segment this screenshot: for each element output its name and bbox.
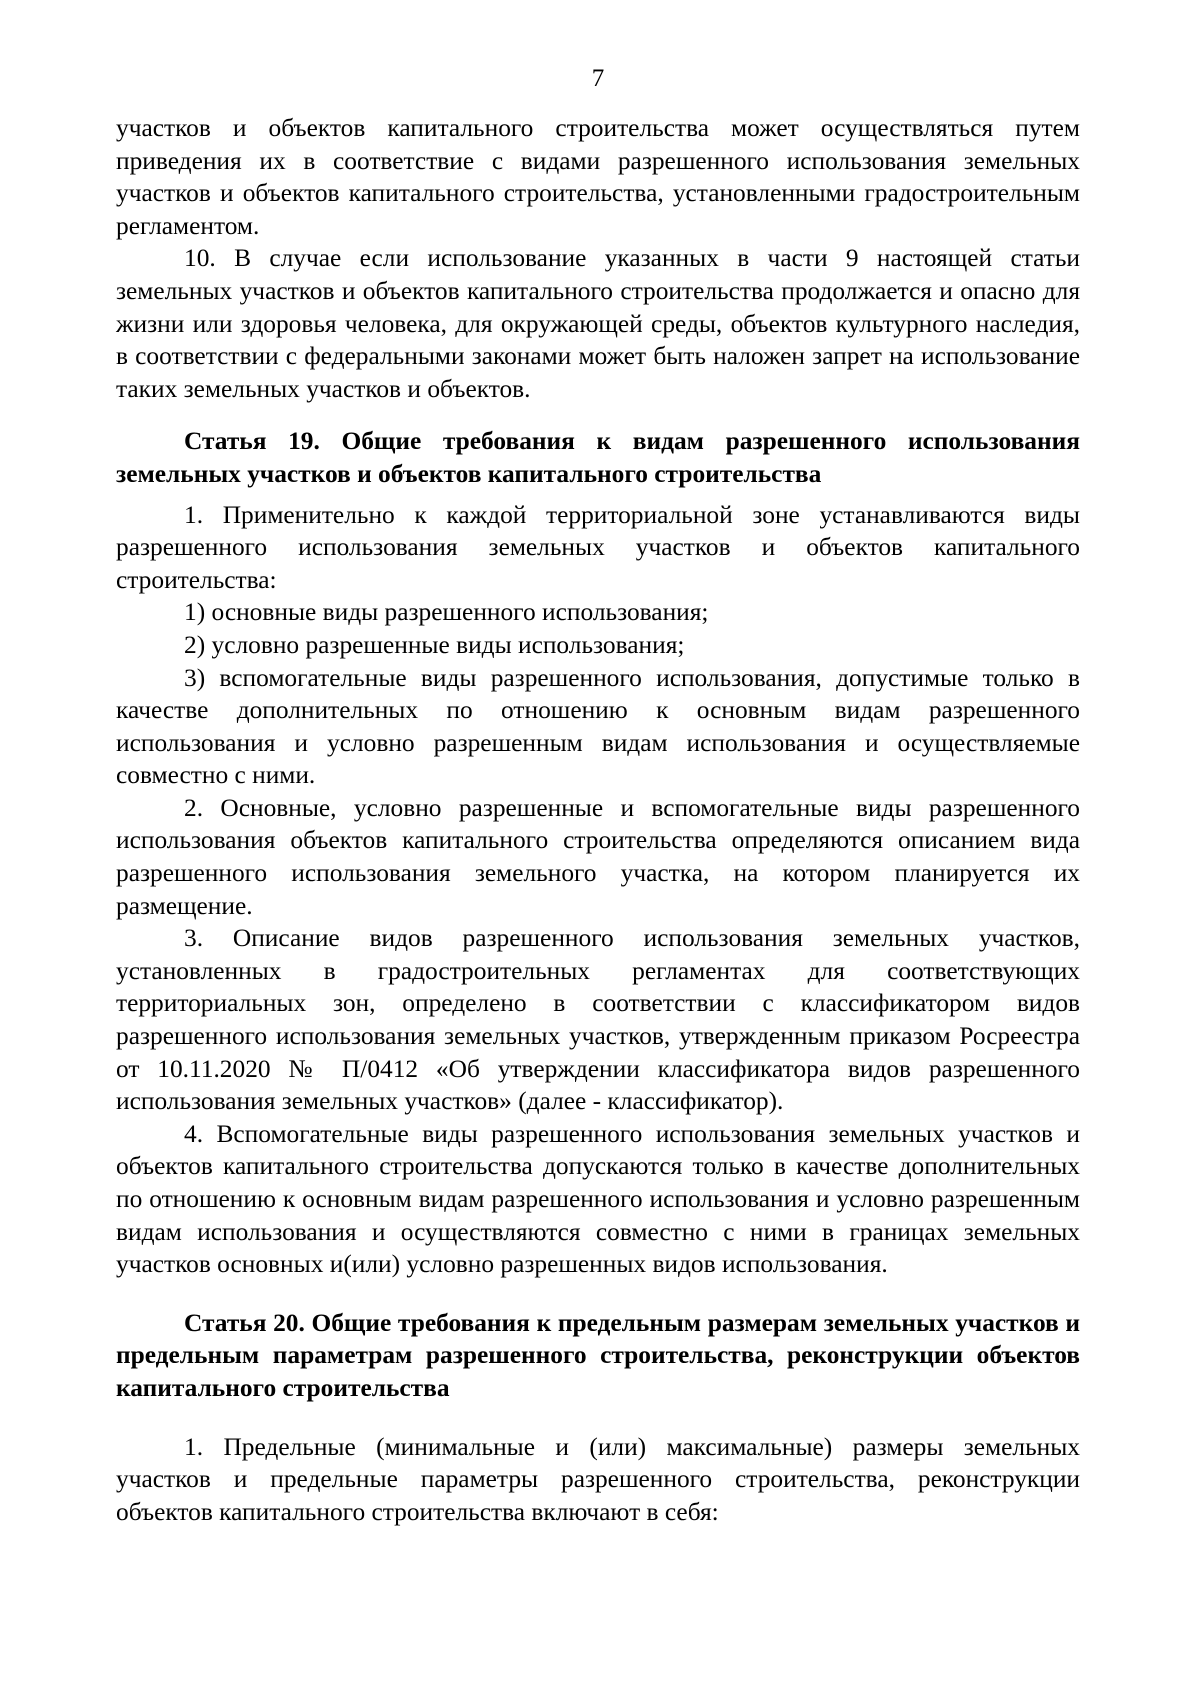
article-19-list-item-3: 3) вспомогательные виды разрешенного использования, допустимые только в качестве дополнительных по отношению к основным видам разрешенного использования и условно разрешенным видам использования и осуществляемые совместно с ними. <box>116 663 1080 790</box>
article-19-heading: Статья 19. Общие требования к видам разрешенного использования земельных участков и объектов капитального строительства <box>116 427 1080 488</box>
article-19-paragraph-1: 1. Применительно к каждой территориальной зоне устанавливаются виды разрешенного использования земельных участков и объектов капитального строительства: <box>116 500 1080 594</box>
article-19-paragraph-3: 3. Описание видов разрешенного использования земельных участков, установленных в градостроительных регламентах для соответствующих территориальных зон, определено в соответствии с классификатором видов разрешенного использования земельных участков, утвержденным приказом Росреестра от 10.11.2020 № П/0412 «Об утверждении классификатора видов разрешенного использования земельных участков» (далее - классификатор). <box>116 924 1080 1116</box>
article-20-paragraph-1: 1. Предельные (минимальные и (или) максимальные) размеры земельных участков и предельные параметры разрешенного строительства, реконструкции объектов капитального строительства включают в себя: <box>116 1432 1080 1526</box>
article-19-paragraph-4: 4. Вспомогательные виды разрешенного использования земельных участков и объектов капитального строительства допускаются только в качестве дополнительных по отношению к основным видам разрешенного использования и условно разрешенным видам использования и осуществляются совместно с ними в границах земельных участков основных и(или) условно разрешенных видов использования. <box>116 1119 1080 1279</box>
page-number: 7 <box>591 65 605 92</box>
article-20-heading: Статья 20. Общие требования к предельным размерам земельных участков и предельным параметрам разрешенного строительства, реконструкции объектов капитального строительства <box>116 1308 1080 1402</box>
document-page <box>116 64 1080 1528</box>
paragraph-part-10: 10. В случае если использование указанных в части 9 настоящей статьи земельных участков и объектов капитального строительства продолжается и опасно для жизни или здоровья человека, для окружающей среды, объектов культурного наследия, в соответствии с федеральными законами может быть наложен запрет на использование таких земельных участков и объектов. <box>116 244 1080 403</box>
paragraph-continuation: участков и объектов капитального строительства может осуществляться путем приведения их в соответствие с видами разрешенного использования земельных участков и объектов капитального строительства, установленными градостроительным регламентом. <box>116 114 1080 240</box>
article-19-paragraph-2: 2. Основные, условно разрешенные и вспомогательные виды разрешенного использования объектов капитального строительства определяются описанием вида разрешенного использования земельного участка, на котором планируется их размещение. <box>116 793 1080 920</box>
article-19-list-item-1: 1) основные виды разрешенного использования; <box>184 598 709 627</box>
article-19-list-item-2: 2) условно разрешенные виды использования; <box>184 630 685 659</box>
